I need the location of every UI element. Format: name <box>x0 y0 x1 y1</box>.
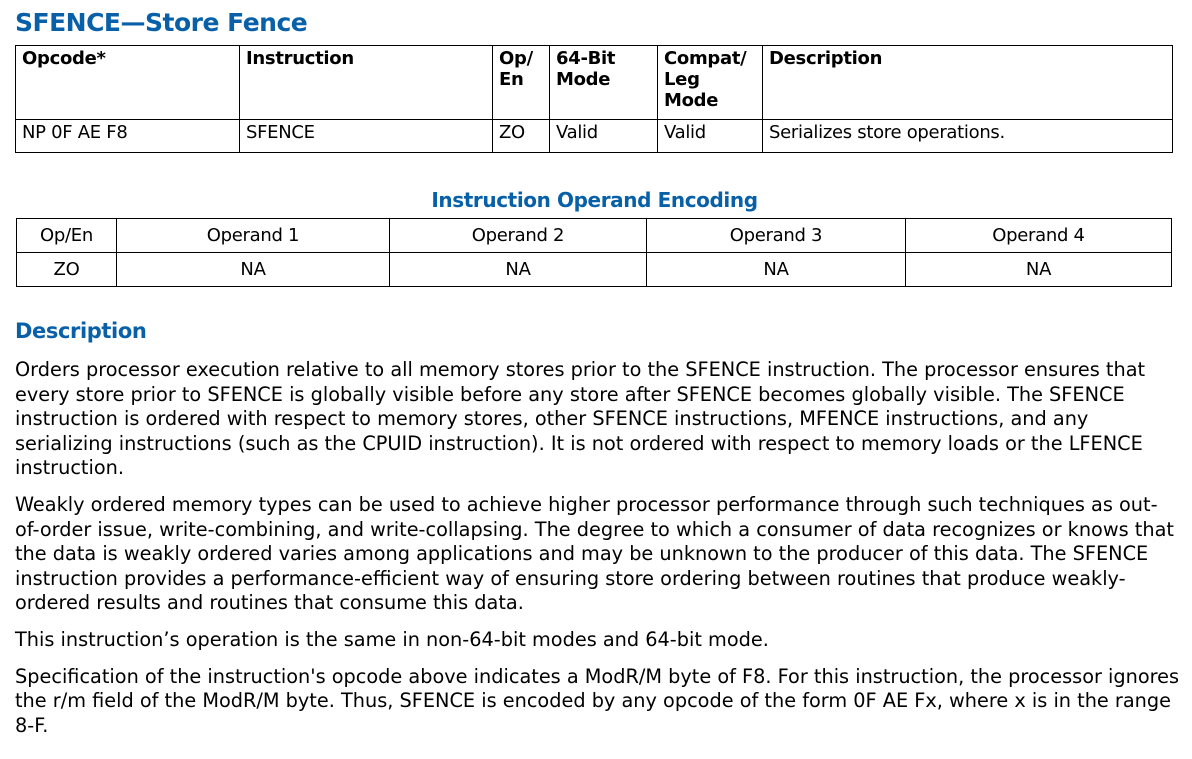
encoding-header-operand-4: Operand 4 <box>906 219 1172 253</box>
encoding-cell-operand-1: NA <box>117 253 390 287</box>
encoding-header-operand-3: Operand 3 <box>647 219 906 253</box>
encoding-cell-operand-4: NA <box>906 253 1172 287</box>
page-title: SFENCE—Store Fence <box>15 8 308 37</box>
description-paragraph: Weakly ordered memory types can be used to achieve higher processor performance through such techniques as out-of-order issue, write-combining, and write-collapsing. The degree to which a consumer of data recognizes or knows that the data is weakly ordered varies among applications and may be unknown to the producer of this data. The SFENCE instruction provides a performance-efficient way of ensuring store ordering between routines that produce weakly-ordered results and routines that consume this data. <box>15 492 1174 615</box>
description-body <box>15 358 1180 750</box>
encoding-table <box>16 218 1172 287</box>
opcode-table-header-row <box>16 46 1173 120</box>
cell-compat-leg-mode: Valid <box>658 120 763 153</box>
description-paragraph: This instruction’s operation is the same in non-64-bit modes and 64-bit mode. <box>15 627 769 651</box>
encoding-header-op-en: Op/En <box>17 219 117 253</box>
description-paragraph: Orders processor execution relative to all memory stores prior to the SFENCE instruction. The processor ensures that every store prior to SFENCE is globally visible before any store after SFENCE becomes globally visible. The SFENCE instruction is ordered with respect to memory stores, other SFENCE instructions, MFENCE instructions, and any serializing instructions (such as the CPUID instruction). It is not ordered with respect to memory loads or the LFENCE instruction. <box>15 358 1146 480</box>
table-row <box>16 120 1173 153</box>
header-description: Description <box>763 46 1173 120</box>
table-row <box>17 253 1172 287</box>
cell-opcode: NP 0F AE F8 <box>16 120 240 153</box>
cell-64bit-mode: Valid <box>550 120 658 153</box>
cell-instruction: SFENCE <box>240 120 493 153</box>
encoding-header-row <box>17 219 1172 253</box>
cell-description: Serializes store operations. <box>763 120 1173 153</box>
encoding-cell-operand-3: NA <box>647 253 906 287</box>
header-64bit-mode: 64-Bit Mode <box>550 46 658 120</box>
description-heading: Description <box>15 319 147 343</box>
encoding-header-operand-1: Operand 1 <box>117 219 390 253</box>
header-opcode: Opcode* <box>16 46 240 120</box>
encoding-cell-op-en: ZO <box>17 253 117 287</box>
header-instruction: Instruction <box>240 46 493 120</box>
header-op-en: Op/ En <box>493 46 550 120</box>
cell-op-en: ZO <box>493 120 550 153</box>
encoding-table-title: Instruction Operand Encoding <box>431 188 758 212</box>
encoding-cell-operand-2: NA <box>390 253 647 287</box>
header-compat-leg-mode: Compat/ Leg Mode <box>658 46 763 120</box>
opcode-table <box>15 45 1173 153</box>
encoding-header-operand-2: Operand 2 <box>390 219 647 253</box>
description-paragraph: Specification of the instruction's opcode above indicates a ModR/M byte of F8. For this instruction, the processor ignores the r/m field of the ModR/M byte. Thus, SFENCE is encoded by any opcode of the form 0F AE Fx, where x is in the range 8-F. <box>15 664 1180 737</box>
